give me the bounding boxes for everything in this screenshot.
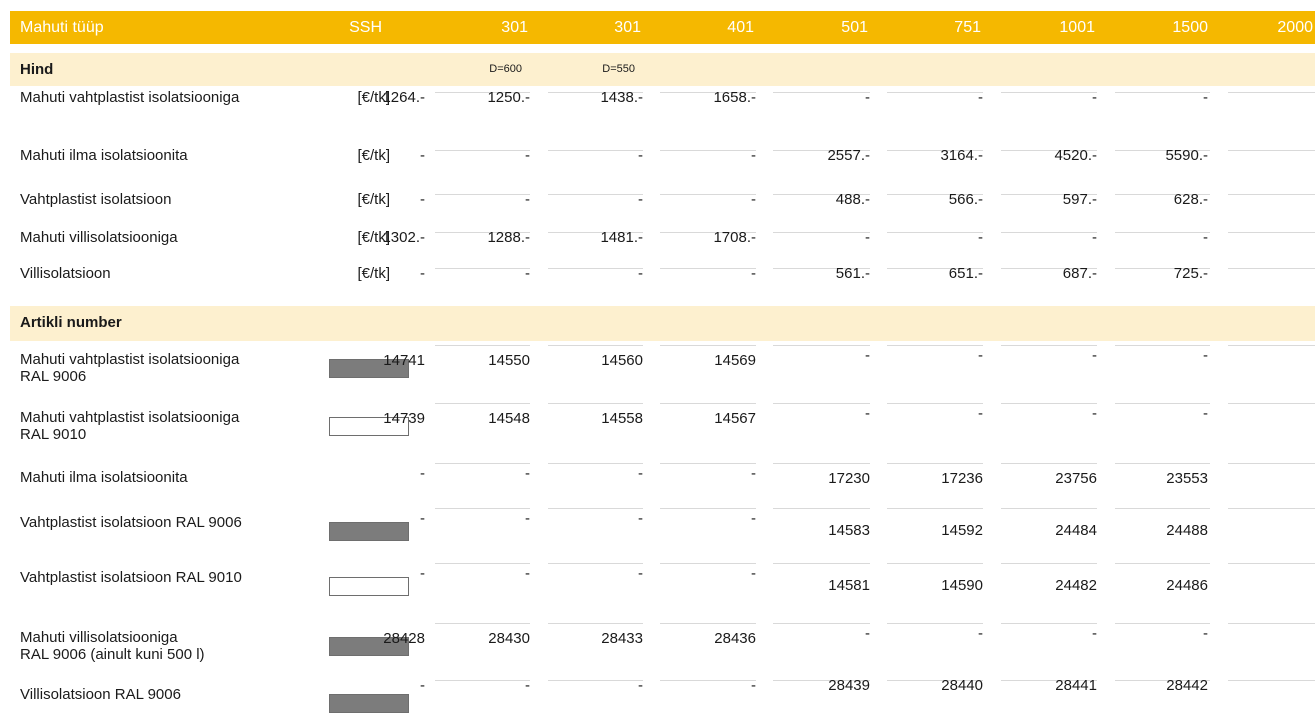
empty-value: - bbox=[751, 677, 756, 694]
row-separator bbox=[887, 623, 983, 624]
row-separator bbox=[887, 463, 983, 464]
empty-value: - bbox=[1092, 89, 1097, 106]
row-separator bbox=[887, 232, 983, 233]
empty-value: - bbox=[751, 265, 756, 282]
empty-value: - bbox=[1092, 229, 1097, 246]
price-value: 5590.- bbox=[1165, 147, 1208, 164]
empty-value: - bbox=[751, 565, 756, 582]
price-value: 561.- bbox=[835, 265, 870, 282]
row-separator bbox=[773, 563, 870, 564]
empty-value: - bbox=[638, 565, 643, 582]
row-label bbox=[20, 629, 205, 663]
price-value: 28430 bbox=[488, 630, 530, 647]
row-separator bbox=[548, 403, 643, 404]
price-value: 28428 bbox=[383, 630, 425, 647]
row-separator bbox=[1228, 92, 1315, 93]
column-header: 301 bbox=[501, 19, 528, 36]
empty-value: - bbox=[638, 147, 643, 164]
empty-value: - bbox=[638, 677, 643, 694]
row-separator bbox=[1228, 508, 1315, 509]
row-label-line: Vahtplastist isolatsioon bbox=[20, 191, 172, 208]
row-separator bbox=[887, 92, 983, 93]
row-separator bbox=[773, 623, 870, 624]
unit-label: [€/tk] bbox=[357, 191, 390, 208]
row-label-line: RAL 9010 bbox=[20, 426, 87, 443]
row-separator bbox=[1001, 345, 1097, 346]
row-separator bbox=[435, 563, 530, 564]
empty-value: - bbox=[978, 89, 983, 106]
price-value: 3164.- bbox=[940, 147, 983, 164]
empty-value: - bbox=[420, 465, 425, 482]
price-value: 14558 bbox=[601, 410, 643, 427]
ral-color-swatch bbox=[329, 694, 409, 713]
row-label bbox=[20, 351, 239, 385]
row-label-line: Mahuti ilma isolatsioonita bbox=[20, 469, 188, 486]
row-separator bbox=[435, 345, 530, 346]
row-separator bbox=[1001, 623, 1097, 624]
row-separator bbox=[660, 150, 756, 151]
ral-color-swatch bbox=[329, 577, 409, 596]
row-separator bbox=[1001, 563, 1097, 564]
price-value: 1658.- bbox=[713, 89, 756, 106]
row-separator bbox=[1228, 563, 1315, 564]
empty-value: - bbox=[751, 191, 756, 208]
empty-value: - bbox=[420, 510, 425, 527]
empty-value: - bbox=[1203, 89, 1208, 106]
price-value: 28436 bbox=[714, 630, 756, 647]
row-separator bbox=[660, 463, 756, 464]
row-separator bbox=[660, 194, 756, 195]
row-separator bbox=[548, 563, 643, 564]
empty-value: - bbox=[525, 265, 530, 282]
row-separator bbox=[1115, 403, 1210, 404]
row-separator bbox=[1115, 623, 1210, 624]
price-value: 14583 bbox=[828, 522, 870, 539]
row-separator bbox=[660, 680, 756, 681]
price-value: 1288.- bbox=[487, 229, 530, 246]
unit-label: [€/tk] bbox=[357, 229, 390, 246]
empty-value: - bbox=[1092, 625, 1097, 642]
price-value: 687.- bbox=[1062, 265, 1097, 282]
price-value: 597.- bbox=[1062, 191, 1097, 208]
row-separator bbox=[548, 150, 643, 151]
row-label-line: Mahuti ilma isolatsioonita bbox=[20, 147, 188, 164]
row-separator bbox=[435, 194, 530, 195]
price-value: 24488 bbox=[1166, 522, 1208, 539]
empty-value: - bbox=[865, 89, 870, 106]
row-label bbox=[20, 229, 178, 246]
price-value: 28439 bbox=[828, 677, 870, 694]
row-label bbox=[20, 514, 242, 531]
row-separator bbox=[660, 508, 756, 509]
price-value: 14739 bbox=[383, 410, 425, 427]
row-label bbox=[20, 191, 171, 208]
row-separator bbox=[1228, 232, 1315, 233]
row-separator bbox=[773, 92, 870, 93]
row-separator bbox=[1001, 232, 1097, 233]
row-label bbox=[20, 686, 181, 703]
row-separator bbox=[773, 232, 870, 233]
row-label-line: Mahuti villisolatsiooniga bbox=[20, 629, 178, 646]
row-separator bbox=[435, 403, 530, 404]
empty-value: - bbox=[638, 265, 643, 282]
empty-value: - bbox=[865, 625, 870, 642]
row-separator bbox=[1228, 268, 1315, 269]
price-value: 2557.- bbox=[827, 147, 870, 164]
header-band bbox=[10, 11, 1315, 44]
empty-value: - bbox=[1203, 405, 1208, 422]
row-separator bbox=[660, 623, 756, 624]
column-header: 751 bbox=[954, 19, 981, 36]
row-separator bbox=[660, 563, 756, 564]
column-header-type: Mahuti tüüp bbox=[20, 19, 104, 36]
price-value: 28442 bbox=[1166, 677, 1208, 694]
empty-value: - bbox=[638, 465, 643, 482]
row-separator bbox=[1228, 403, 1315, 404]
price-value: 14581 bbox=[828, 577, 870, 594]
column-header: 501 bbox=[841, 19, 868, 36]
row-separator bbox=[1115, 563, 1210, 564]
row-separator bbox=[887, 508, 983, 509]
row-separator bbox=[1001, 403, 1097, 404]
row-label-line: RAL 9006 bbox=[20, 368, 87, 385]
row-separator bbox=[1001, 92, 1097, 93]
empty-value: - bbox=[1092, 405, 1097, 422]
section-band bbox=[10, 306, 1315, 341]
column-header: 301 bbox=[614, 19, 641, 36]
row-label-line: Villisolatsioon RAL 9006 bbox=[20, 686, 181, 703]
row-separator bbox=[548, 345, 643, 346]
empty-value: - bbox=[751, 465, 756, 482]
row-separator bbox=[548, 623, 643, 624]
price-value: 28441 bbox=[1055, 677, 1097, 694]
empty-value: - bbox=[1203, 625, 1208, 642]
section-title: Hind bbox=[20, 61, 54, 78]
row-separator bbox=[887, 403, 983, 404]
empty-value: - bbox=[865, 405, 870, 422]
price-value: 28433 bbox=[601, 630, 643, 647]
ral-color-swatch bbox=[329, 522, 409, 541]
row-separator bbox=[548, 680, 643, 681]
row-label-line: Villisolatsioon bbox=[20, 265, 111, 282]
unit-label: [€/tk] bbox=[357, 147, 390, 164]
empty-value: - bbox=[865, 347, 870, 364]
price-value: 23553 bbox=[1166, 470, 1208, 487]
empty-value: - bbox=[751, 147, 756, 164]
row-separator bbox=[887, 345, 983, 346]
row-label-line: Vahtplastist isolatsioon RAL 9010 bbox=[20, 569, 242, 586]
row-separator bbox=[1115, 508, 1210, 509]
row-label-line: Mahuti vahtplastist isolatsiooniga bbox=[20, 409, 240, 426]
unit-label: [€/tk] bbox=[357, 89, 390, 106]
row-separator bbox=[887, 563, 983, 564]
price-value: 1708.- bbox=[713, 229, 756, 246]
price-value: 14590 bbox=[941, 577, 983, 594]
empty-value: - bbox=[1092, 347, 1097, 364]
price-value: 1302.- bbox=[382, 229, 425, 246]
price-value: 23756 bbox=[1055, 470, 1097, 487]
empty-value: - bbox=[638, 510, 643, 527]
price-value: 1438.- bbox=[600, 89, 643, 106]
column-header: 1500 bbox=[1172, 19, 1208, 36]
column-header: 1001 bbox=[1059, 19, 1095, 36]
row-separator bbox=[548, 194, 643, 195]
price-value: 14560 bbox=[601, 352, 643, 369]
empty-value: - bbox=[420, 677, 425, 694]
row-separator bbox=[773, 403, 870, 404]
empty-value: - bbox=[978, 229, 983, 246]
row-separator bbox=[1228, 463, 1315, 464]
row-label-line: RAL 9006 (ainult kuni 500 l) bbox=[20, 646, 205, 663]
unit-label: [€/tk] bbox=[357, 265, 390, 282]
price-value: 14550 bbox=[488, 352, 530, 369]
row-separator bbox=[1228, 194, 1315, 195]
row-label-line: Mahuti villisolatsiooniga bbox=[20, 229, 178, 246]
price-value: 24484 bbox=[1055, 522, 1097, 539]
row-label bbox=[20, 265, 111, 282]
empty-value: - bbox=[1203, 347, 1208, 364]
row-label bbox=[20, 409, 239, 443]
empty-value: - bbox=[751, 510, 756, 527]
row-label-line: Mahuti vahtplastist isolatsiooniga bbox=[20, 351, 240, 368]
row-separator bbox=[660, 403, 756, 404]
empty-value: - bbox=[978, 347, 983, 364]
price-value: 28440 bbox=[941, 677, 983, 694]
price-value: 651.- bbox=[948, 265, 983, 282]
price-value: 14567 bbox=[714, 410, 756, 427]
price-value: 17236 bbox=[941, 470, 983, 487]
row-separator bbox=[1115, 232, 1210, 233]
diameter-note: D=600 bbox=[489, 63, 522, 75]
empty-value: - bbox=[978, 405, 983, 422]
row-separator bbox=[773, 463, 870, 464]
empty-value: - bbox=[420, 265, 425, 282]
empty-value: - bbox=[1203, 229, 1208, 246]
price-value: 488.- bbox=[835, 191, 870, 208]
row-separator bbox=[773, 508, 870, 509]
empty-value: - bbox=[638, 191, 643, 208]
price-value: 17230 bbox=[828, 470, 870, 487]
price-value: 1264.- bbox=[382, 89, 425, 106]
column-header: 2000 bbox=[1277, 19, 1313, 36]
empty-value: - bbox=[525, 191, 530, 208]
row-label-line: Vahtplastist isolatsioon RAL 9006 bbox=[20, 514, 242, 531]
price-value: 4520.- bbox=[1054, 147, 1097, 164]
price-value: 14548 bbox=[488, 410, 530, 427]
row-separator bbox=[1001, 463, 1097, 464]
empty-value: - bbox=[525, 565, 530, 582]
row-separator bbox=[660, 268, 756, 269]
row-label-line: Mahuti vahtplastist isolatsiooniga bbox=[20, 89, 240, 106]
price-value: 1250.- bbox=[487, 89, 530, 106]
row-separator bbox=[435, 268, 530, 269]
empty-value: - bbox=[525, 677, 530, 694]
row-separator bbox=[548, 268, 643, 269]
row-separator bbox=[1228, 623, 1315, 624]
empty-value: - bbox=[525, 510, 530, 527]
row-separator bbox=[435, 463, 530, 464]
price-value: 14741 bbox=[383, 352, 425, 369]
row-label bbox=[20, 89, 239, 106]
row-separator bbox=[435, 150, 530, 151]
price-value: 14592 bbox=[941, 522, 983, 539]
row-separator bbox=[1228, 150, 1315, 151]
row-separator bbox=[1115, 463, 1210, 464]
row-separator bbox=[773, 345, 870, 346]
price-value: 14569 bbox=[714, 352, 756, 369]
empty-value: - bbox=[420, 565, 425, 582]
price-value: 566.- bbox=[948, 191, 983, 208]
row-separator bbox=[548, 508, 643, 509]
diameter-note: D=550 bbox=[602, 63, 635, 75]
empty-value: - bbox=[525, 147, 530, 164]
section-band bbox=[10, 53, 1315, 86]
price-value: 628.- bbox=[1173, 191, 1208, 208]
empty-value: - bbox=[420, 147, 425, 164]
row-separator bbox=[435, 680, 530, 681]
row-separator bbox=[1001, 508, 1097, 509]
price-value: 24482 bbox=[1055, 577, 1097, 594]
row-separator bbox=[660, 345, 756, 346]
row-separator bbox=[1115, 345, 1210, 346]
empty-value: - bbox=[865, 229, 870, 246]
row-separator bbox=[1228, 680, 1315, 681]
empty-value: - bbox=[978, 625, 983, 642]
row-label bbox=[20, 469, 188, 486]
price-value: 1481.- bbox=[600, 229, 643, 246]
column-header: 401 bbox=[727, 19, 754, 36]
price-value: 725.- bbox=[1173, 265, 1208, 282]
row-label bbox=[20, 569, 242, 586]
section-title: Artikli number bbox=[20, 314, 122, 331]
price-value: 24486 bbox=[1166, 577, 1208, 594]
row-separator bbox=[1115, 92, 1210, 93]
row-separator bbox=[1228, 345, 1315, 346]
empty-value: - bbox=[525, 465, 530, 482]
empty-value: - bbox=[420, 191, 425, 208]
row-separator bbox=[435, 623, 530, 624]
row-separator bbox=[548, 463, 643, 464]
row-label bbox=[20, 147, 188, 164]
column-header: SSH bbox=[349, 19, 382, 36]
row-separator bbox=[435, 508, 530, 509]
